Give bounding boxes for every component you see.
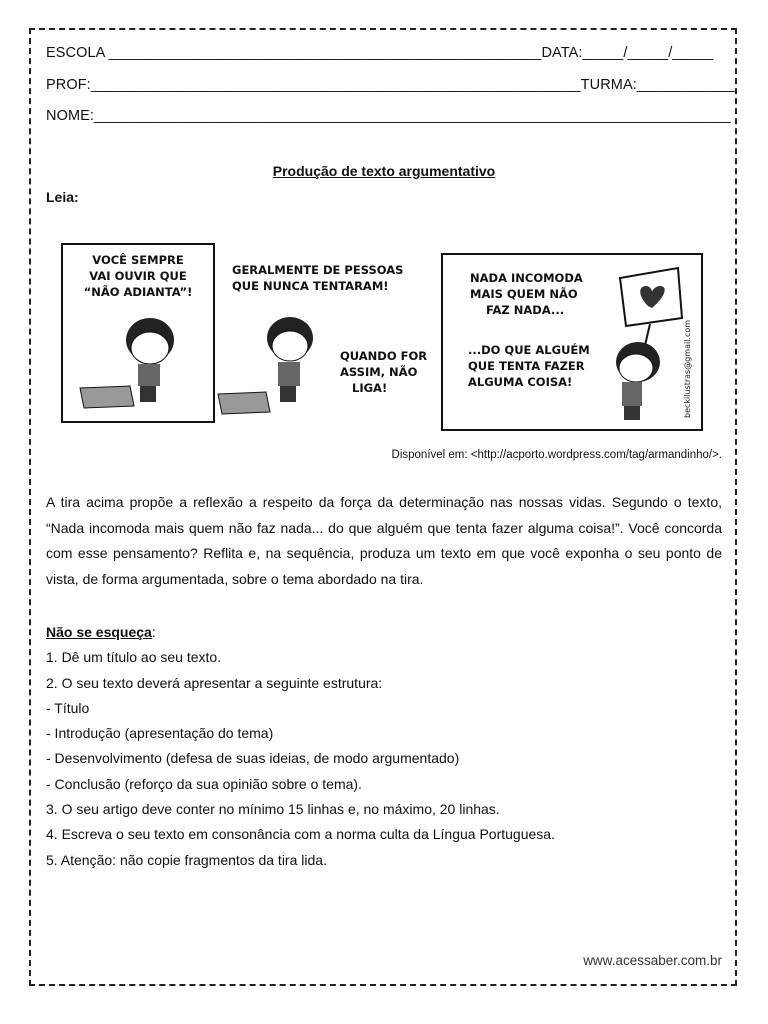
comic-panel-1 (62, 244, 214, 422)
panel3-text-b-line-3: ALGUMA COISA! (468, 375, 573, 389)
panel2-text-a-line-1: GERALMENTE DE PESSOAS (232, 263, 404, 277)
list-item: - Desenvolvimento (defesa de suas ideias, de modo argumentado) (46, 750, 460, 767)
panel2-text-b-line-1: QUANDO FOR (340, 349, 428, 363)
panel2-text-a-line-2: QUE NUNCA TENTARAM! (232, 279, 389, 293)
panel1-text-line-2: VAI OUVIR QUE (89, 269, 187, 283)
panel2-text-b-line-3: LIGA! (352, 381, 388, 395)
school-date-line[interactable]: ESCOLA _____________________________________________________DATA:_____/_____/_____ (46, 45, 714, 61)
panel3-text-a-line-3: FAZ NADA... (486, 303, 565, 317)
source-citation: Disponível em: <http://acporto.wordpress.com/tag/armandinho/>. (391, 449, 722, 461)
list-item: 1. Dê um título ao seu texto. (46, 649, 222, 666)
comic-credit: beckilustras@gmail.com (683, 319, 692, 418)
reminder-list (46, 620, 555, 873)
reminder-heading (46, 620, 555, 645)
comic-strip (60, 238, 712, 442)
list-item: - Conclusão (reforço da sua opinião sobre o tema). (46, 775, 362, 792)
footer-website[interactable]: www.acessaber.com.br (583, 953, 722, 968)
panel3-text-a-line-2: MAIS QUEM NÃO (470, 287, 578, 301)
list-item: - Título (46, 699, 90, 716)
page-title: Produção de texto argumentativo (272, 163, 496, 179)
panel3-text-b-line-1: ...DO QUE ALGUÉM (468, 343, 590, 357)
panel2-text-b-line-2: ASSIM, NÃO (340, 365, 418, 379)
comic-panel-2 (218, 263, 427, 414)
list-item: 2. O seu texto deverá apresentar a seguinte estrutura: (46, 674, 383, 691)
list-item: 3. O seu artigo deve conter no mínimo 15 linhas e, no máximo, 20 linhas. (46, 801, 500, 818)
read-label: Leia: (46, 189, 79, 205)
instruction-paragraph: A tira acima propõe a reflexão a respeito da força da determinação nas nossas vidas. Segundo o texto, “Nada incomoda mais quem não faz nada... do que alguém que tenta fazer alguma coisa!”. Você concorda com esse pensamento? Reflita e, na sequência, produza um texto em que você exponha o seu ponto de vista, de forma argumentada, sobre o tema abordado na tira. (46, 494, 722, 587)
name-line[interactable]: NOME:______________________________________________________________________________ (46, 108, 731, 124)
prof-class-line[interactable]: PROF:____________________________________________________________TURMA:____________ (46, 77, 735, 93)
panel1-text-line-3: “NÃO ADIANTA”! (83, 285, 193, 299)
panel1-text-line-1: VOCÊ SEMPRE (92, 253, 184, 267)
panel3-text-a-line-1: NADA INCOMODA (470, 271, 583, 285)
list-item: 5. Atenção: não copie fragmentos da tira lida. (46, 851, 327, 868)
panel3-text-b-line-2: QUE TENTA FAZER (468, 359, 585, 373)
reminder-heading-colon: : (151, 624, 156, 640)
comic-panel-3 (442, 254, 702, 430)
list-item: 4. Escreva o seu texto em consonância com a norma culta da Língua Portuguesa. (46, 826, 555, 843)
list-item: - Introdução (apresentação do tema) (46, 725, 274, 742)
reminder-heading-text: Não se esqueça (46, 624, 152, 640)
